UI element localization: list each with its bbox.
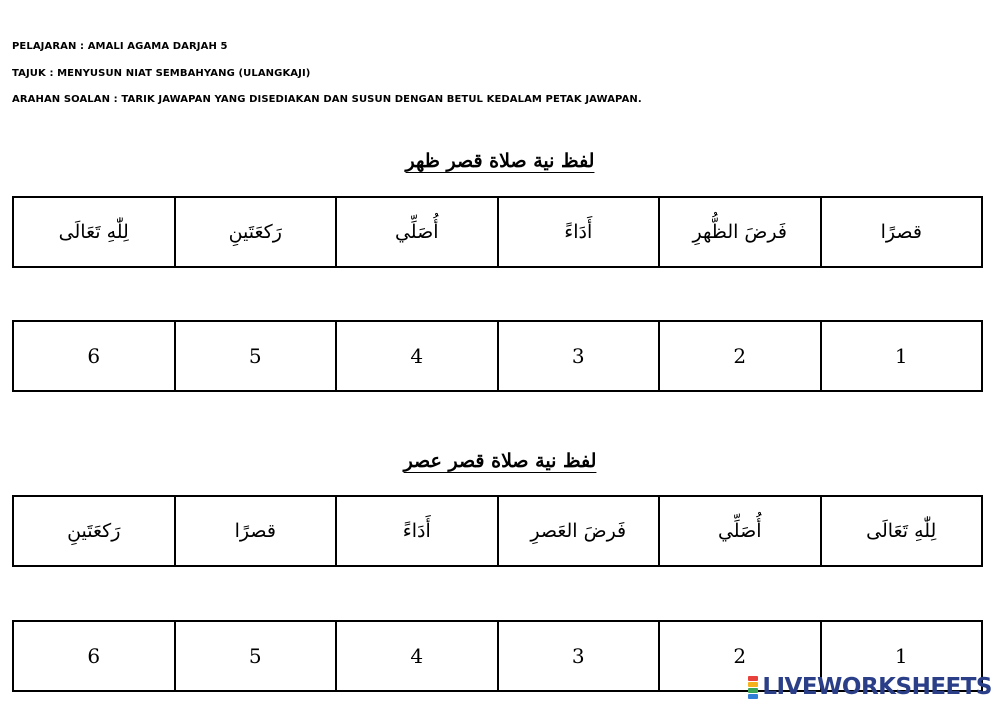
- answer-slot[interactable]: 5: [175, 321, 337, 391]
- instruction-label: ARAHAN SOALAN : TARIK JAWAPAN YANG DISEDIAKAN DAN SUSUN DENGAN BETUL KEDALAM PETAK JAWAPAN.: [12, 94, 642, 105]
- answer-slot[interactable]: 6: [13, 321, 175, 391]
- logo-stripe: [748, 694, 758, 699]
- answer-slot[interactable]: 1: [821, 621, 983, 691]
- liveworksheets-logo-text: LIVEWORKSHEETS: [762, 674, 992, 700]
- word-tile[interactable]: فَرضَ الظُّهرِ: [659, 197, 821, 267]
- answer-slot[interactable]: 3: [498, 321, 660, 391]
- answer-slot[interactable]: 1: [821, 321, 983, 391]
- answer-slot[interactable]: 5: [175, 621, 337, 691]
- word-tile[interactable]: قصرًا: [175, 496, 337, 566]
- logo-stripe: [748, 682, 758, 687]
- word-tile[interactable]: أَدَاءً: [498, 197, 660, 267]
- word-tile[interactable]: فَرضَ العَصرِ: [498, 496, 660, 566]
- word-tile[interactable]: رَكعَتَينِ: [175, 197, 337, 267]
- word-tile[interactable]: قصرًا: [821, 197, 983, 267]
- topic-label: TAJUK : MENYUSUN NIAT SEMBAHYANG (ULANGKAJI): [12, 68, 311, 79]
- section-1-title: لفظ نية صلاة قصر ظهر: [405, 150, 595, 172]
- answer-slot[interactable]: 3: [498, 621, 660, 691]
- answer-slot[interactable]: 6: [13, 621, 175, 691]
- section-1-answer-row: [12, 320, 983, 392]
- word-tile[interactable]: رَكعَتَينِ: [13, 496, 175, 566]
- lesson-label: PELAJARAN : AMALI AGAMA DARJAH 5: [12, 41, 228, 52]
- liveworksheets-logo-icon: [748, 676, 758, 699]
- section-2-word-bank: [12, 495, 983, 567]
- word-tile[interactable]: أُصَلِّي: [659, 496, 821, 566]
- section-1-word-bank: [12, 196, 983, 268]
- answer-slot[interactable]: 2: [659, 621, 821, 691]
- answer-slot[interactable]: 4: [336, 621, 498, 691]
- answer-slot[interactable]: 2: [659, 321, 821, 391]
- answer-slot[interactable]: 4: [336, 321, 498, 391]
- word-tile[interactable]: لِلّٰهِ تَعَالَى: [821, 496, 983, 566]
- logo-stripe: [748, 688, 758, 693]
- section-2-title: لفظ نية صلاة قصر عصر: [403, 450, 597, 472]
- logo-stripe: [748, 676, 758, 681]
- liveworksheets-watermark: [748, 672, 992, 702]
- word-tile[interactable]: لِلّٰهِ تَعَالَى: [13, 197, 175, 267]
- word-tile[interactable]: أُصَلِّي: [336, 197, 498, 267]
- word-tile[interactable]: أَدَاءً: [336, 496, 498, 566]
